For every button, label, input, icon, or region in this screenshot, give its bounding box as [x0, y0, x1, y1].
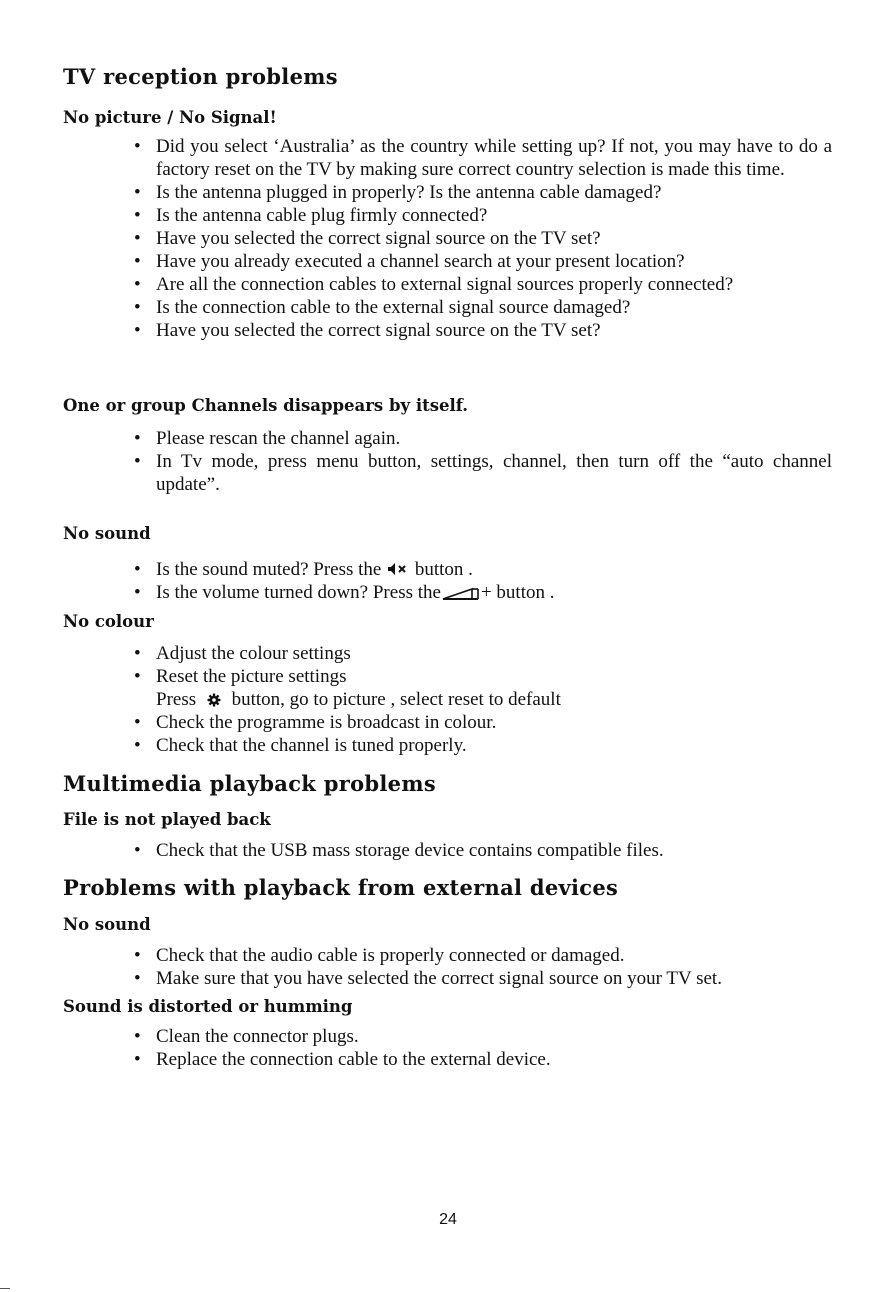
text: Is the volume turned down? Press the — [156, 582, 441, 603]
heading-no-signal: No picture / No Signal! — [63, 108, 277, 127]
list-item: • In Tv mode, press menu button, settings, channel, then turn off the “auto channel update”. — [156, 450, 832, 496]
list-item: • Is the connection cable to the external signal source damaged? — [156, 296, 832, 319]
text: Press — [156, 689, 197, 710]
list-no-sound — [156, 558, 832, 604]
section-title-external: Problems with playback from external devices — [63, 875, 619, 900]
heading-file-not-played: File is not played back — [63, 810, 271, 829]
text: button . — [414, 559, 473, 580]
text: button, go to picture , select reset to default — [231, 689, 561, 710]
list-item: • Have you already executed a channel search at your present location? — [156, 250, 832, 273]
heading-no-sound: No sound — [63, 524, 151, 543]
list-no-signal — [156, 135, 832, 342]
list-item — [156, 581, 832, 604]
list-item: • Have you selected the correct signal source on the TV set? — [156, 319, 832, 342]
list-item: • Check the programme is broadcast in colour. — [156, 711, 832, 734]
text: • Reset the picture settings — [156, 666, 347, 687]
list-item: • Are all the connection cables to external signal sources properly connected? — [156, 273, 832, 296]
list-item: • Check that the USB mass storage device contains compatible files. — [156, 839, 832, 862]
list-item: • Please rescan the channel again. — [156, 427, 832, 450]
list-item: • Clean the connector plugs. — [156, 1025, 832, 1048]
heading-channels-disappear: One or group Channels disappears by itself. — [63, 396, 469, 415]
list-item — [156, 665, 832, 711]
section-title-tv-reception: TV reception problems — [63, 64, 338, 89]
list-item: • Check that the audio cable is properly connected or damaged. — [156, 944, 832, 967]
section-title-multimedia: Multimedia playback problems — [63, 771, 436, 796]
list-item: • Is the antenna plugged in properly? Is the antenna cable damaged? — [156, 181, 832, 204]
list-item: • Replace the connection cable to the external device. — [156, 1048, 832, 1071]
heading-no-colour: No colour — [63, 612, 154, 631]
mute-icon — [386, 559, 410, 573]
heading-no-sound-external: No sound — [63, 915, 151, 934]
text: + button . — [480, 582, 555, 603]
list-item: • Check that the channel is tuned properly. — [156, 734, 832, 757]
settings-gear-icon — [201, 690, 227, 706]
list-item — [156, 558, 832, 581]
list-file — [156, 839, 832, 862]
list-item: • Did you select ‘Australia’ as the country while setting up? If not, you may have to do a factory reset on the TV by making sure correct country selection is made this time. — [156, 135, 832, 181]
list-no-sound-external — [156, 944, 832, 990]
list-sound-distorted — [156, 1025, 832, 1071]
list-no-colour — [156, 642, 832, 757]
list-item: • Is the antenna cable plug firmly connected? — [156, 204, 832, 227]
list-item: • Adjust the colour settings — [156, 642, 832, 665]
sub-line — [156, 688, 832, 711]
list-item: • Have you selected the correct signal source on the TV set? — [156, 227, 832, 250]
heading-sound-distorted: Sound is distorted or humming — [63, 997, 353, 1016]
text: Is the sound muted? Press the — [156, 559, 382, 580]
list-item: • Make sure that you have selected the correct signal source on your TV set. — [156, 967, 832, 990]
crop-mark — [0, 1288, 10, 1289]
page-number: 24 — [439, 1211, 457, 1228]
volume-down-icon — [442, 583, 480, 597]
list-channels — [156, 427, 832, 496]
